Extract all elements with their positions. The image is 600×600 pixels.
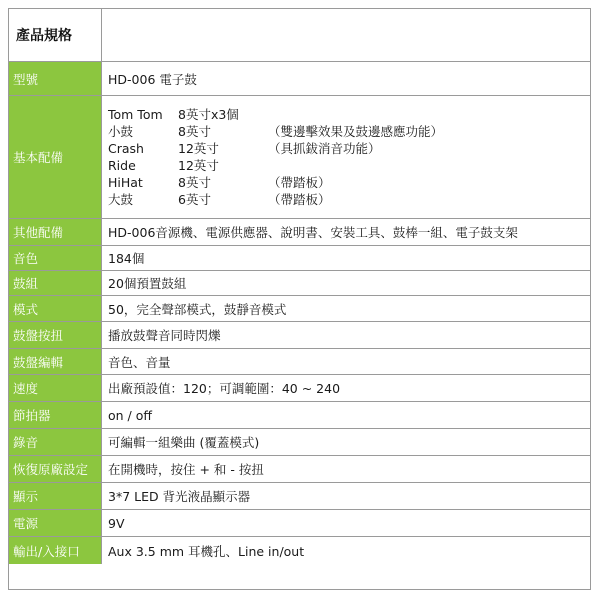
spec-label: 節拍器 [9,402,102,428]
spec-label: 輸出/入接口 [9,537,102,564]
equipment-name: 大鼓 [108,192,134,207]
spec-row-pad-edit [9,349,590,375]
spec-row-modes [9,296,590,322]
spec-label: 鼓盤編輯 [9,349,102,374]
spec-header [9,9,590,62]
spec-value: 9V [108,515,125,531]
equipment-size: 12英寸 [178,158,219,173]
equipment-name: Ride [108,158,136,173]
equipment-line [108,123,443,140]
equipment-size: 8英寸 [178,175,211,190]
equipment-note: （具抓鈸消音功能） [268,141,381,156]
spec-label: 其他配備 [9,219,102,245]
spec-value: HD-006 電子鼓 [108,71,197,87]
equipment-note: （雙邊擊效果及鼓邊感應功能） [268,124,444,139]
spec-row-power [9,510,590,537]
spec-value: 3*7 LED 背光液晶顯示器 [108,489,251,504]
spec-label: 電源 [9,510,102,536]
spec-row-tones [9,246,590,271]
spec-value: on / off [108,407,152,423]
spec-value: 20個預置鼓組 [108,276,187,291]
equipment-line [108,106,239,123]
equipment-line [108,174,331,191]
equipment-name: HiHat [108,175,143,190]
spec-value: 播放鼓聲音同時閃爍 [108,328,221,343]
spec-label: 音色 [9,246,102,270]
spec-label: 鼓盤按扭 [9,322,102,348]
spec-label: 錄音 [9,429,102,455]
spec-value: 在開機時，按住 + 和 - 按扭 [108,462,264,477]
spec-value: 184個 [108,251,145,266]
spec-row-tempo [9,375,590,402]
spec-label: 恢復原廠設定 [9,456,102,482]
equipment-size: 12英寸 [178,141,219,156]
spec-row-pad-buttons [9,322,590,349]
spec-row-drum-kits [9,271,590,296]
equipment-line [108,191,331,208]
spec-value: HD-006音源機、電源供應器、說明書、安裝工具、鼓棒一組、電子鼓支架 [108,225,518,240]
spec-header-blank [102,9,590,61]
equipment-name: 小鼓 [108,124,134,139]
spec-row-basic-equipment [9,96,590,219]
spec-row-display [9,483,590,510]
spec-row-io [9,537,590,564]
equipment-name: Crash [108,141,144,156]
spec-title: 產品規格 [9,9,102,61]
spec-label: 模式 [9,296,102,321]
spec-value-list [102,96,590,218]
spec-row-model [9,62,590,96]
spec-value: Aux 3.5 mm 耳機孔、Line in/out [108,543,305,559]
spec-label: 鼓組 [9,271,102,295]
spec-value: 可編輯一組樂曲 (覆蓋模式) [108,435,260,450]
equipment-note: （帶踏板） [268,175,331,190]
equipment-size: 8英寸x3個 [178,107,239,122]
spec-row-other-equipment [9,219,590,246]
equipment-line [108,140,381,157]
equipment-note: （帶踏板） [268,192,331,207]
equipment-size: 8英寸 [178,124,211,139]
spec-value: 50，完全聲部模式，鼓靜音模式 [108,301,287,317]
equipment-line [108,157,268,174]
spec-label: 型號 [9,62,102,95]
spec-value: 音色、音量 [108,354,171,370]
spec-label: 速度 [9,375,102,401]
spec-label: 基本配備 [9,96,102,218]
spec-label: 顯示 [9,483,102,509]
equipment-size: 6英寸 [178,192,211,207]
spec-row-metronome [9,402,590,429]
spec-table [8,8,591,590]
equipment-name: Tom Tom [108,107,163,122]
spec-row-factory-reset [9,456,590,483]
spec-value: 出廠預設值：120；可調範圍：40 ~ 240 [108,381,341,396]
spec-row-recording [9,429,590,456]
